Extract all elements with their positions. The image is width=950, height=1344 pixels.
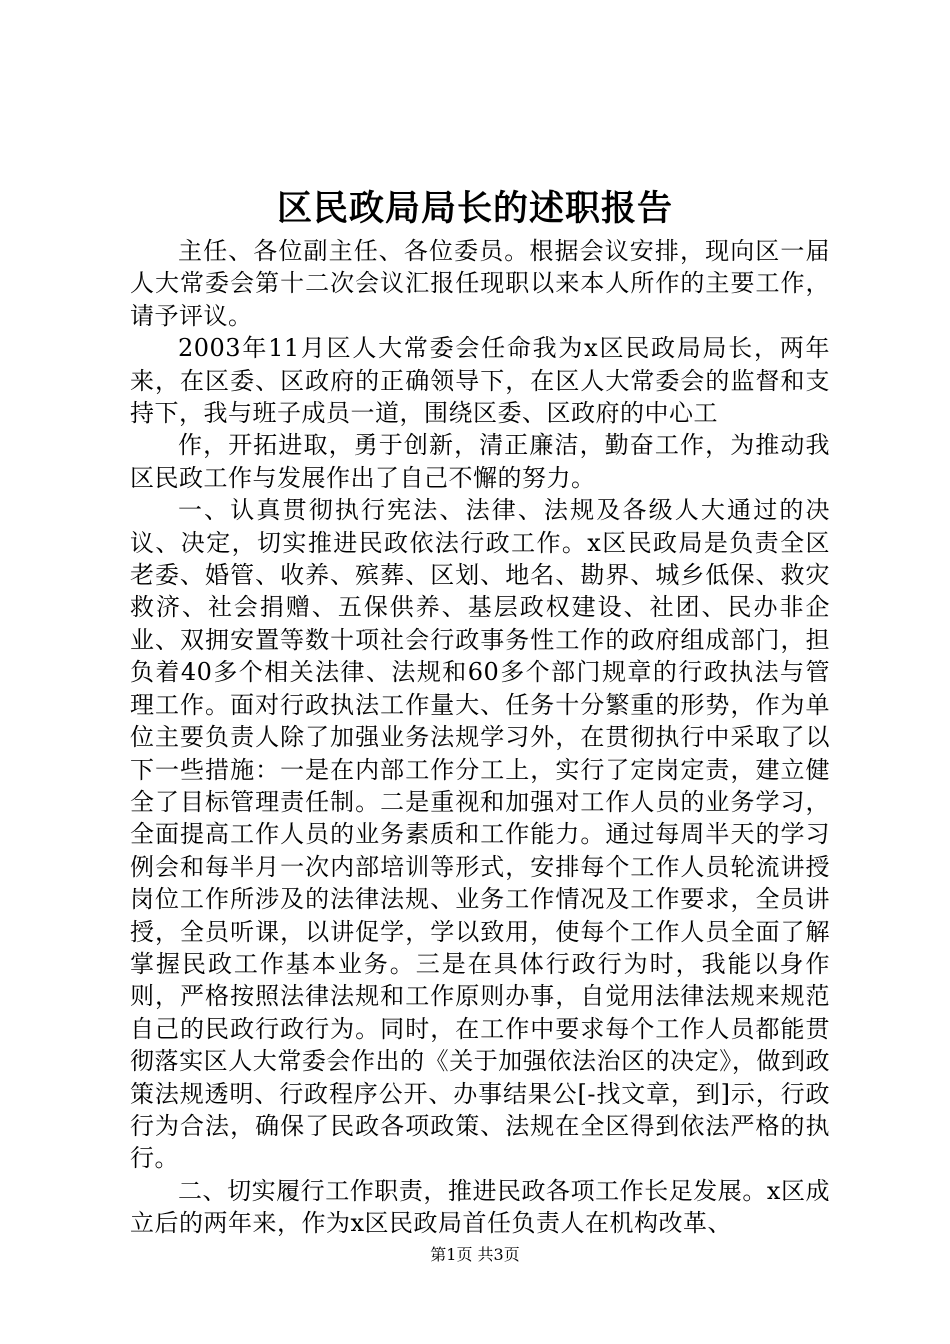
paragraph-greeting: 主任、各位副主任、各位委员。根据会议安排，现向区一届人大常委会第十二次会议汇报任现职以来本人所作的主要工作，请予评议。 xyxy=(130,237,830,330)
document-body xyxy=(130,235,830,1240)
paragraph-appointment: 2003年11月区人大常委会任命我为x区民政局局长，两年来，在区委、区政府的正确领导下，在区人大常委会的监督和支持下，我与班子成员一道，围绕区委、区政府的中心工 xyxy=(130,334,830,428)
page-footer: 第1页 共3页 xyxy=(430,1245,520,1264)
paragraph-appointment-continued: 作，开拓进取，勇于创新，清正廉洁，勤奋工作，为推动我区民政工作与发展作出了自己不懈的努力。 xyxy=(130,431,830,492)
page-title: 区民政局局长的述职报告 xyxy=(276,188,673,229)
paragraph-section-two: 二、切实履行工作职责，推进民政各项工作长足发展。x区成立后的两年来，作为x区民政局首任负责人在机构改革、 xyxy=(130,1176,830,1238)
paragraph-section-one: 一、认真贯彻执行宪法、法律、法规及各级人大通过的决议、决定，切实推进民政依法行政工作。x区民政局是负责全区老委、婚管、收养、殡葬、区划、地名、勘界、城乡低保、救灾救济、社会捐赠、五保供养、基层政权建设、社团、民办非企业、双拥安置等数十项社会行政事务性工作的政府组成部门，担负着40多个相关法律、法规和60多个部门规章的行政执法与管理工作。面对行政执法工作量大、任务十分繁重的形势，作为单位主要负责人除了加强业务法规学习外，在贯彻执行中采取了以下一些措施：一是在内部工作分工上，实行了定岗定责，建立健全了目标管理责任制。二是重视和加强对工作人员的业务学习，全面提高工作人员的业务素质和工作能力。通过每周半天的学习例会和每半月一次内部培训等形式，安排每个工作人员轮流讲授岗位工作所涉及的法律法规、业务工作情况及工作要求，全员讲授，全员听课，以讲促学，学以致用，使每个工作人员全面了解掌握民政工作基本业务。三是在具体行政行为时，我能以身作则，严格按照法律法规和工作原则办事，自觉用法律法规来规范自己的民政行政行为。同时，在工作中要求每个工作人员都能贯彻落实区人大常委会作出的《关于加强依法治区的决定》，做到政策法规透明、行政程序公开、办事结果公[-找文章，到]示，行政行为合法，确保了民政各项政策、法规在全区得到依法严格的执行。 xyxy=(130,496,830,1173)
